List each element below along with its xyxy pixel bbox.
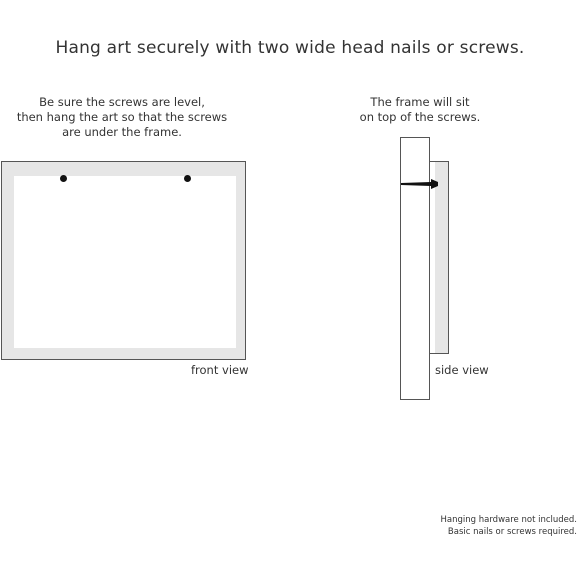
footnote-line: Hanging hardware not included.	[440, 515, 577, 525]
front-view-frame	[1, 161, 246, 360]
front-instruction-line: Be sure the screws are level,	[39, 95, 205, 109]
footnote-line: Basic nails or screws required.	[447, 527, 577, 537]
side-view-instructions	[340, 95, 500, 125]
side-view-wall	[400, 137, 430, 400]
side-view-frame-back	[430, 162, 435, 353]
hardware-footnote	[441, 514, 577, 538]
right-screw-icon	[184, 175, 191, 182]
side-view-label: side view	[435, 363, 489, 377]
side-instruction-line: The frame will sit	[370, 95, 470, 109]
side-screw-icon	[401, 178, 441, 190]
front-view-label: front view	[191, 363, 249, 377]
front-instruction-line: are under the frame.	[62, 125, 182, 139]
front-view-instructions	[0, 95, 244, 140]
side-instruction-line: on top of the screws.	[359, 110, 481, 124]
diagram-title: Hang art securely with two wide head nails or screws.	[55, 38, 525, 58]
front-view-art-area	[14, 176, 236, 348]
front-instruction-line: then hang the art so that the screws	[16, 110, 228, 124]
left-screw-icon	[60, 175, 67, 182]
